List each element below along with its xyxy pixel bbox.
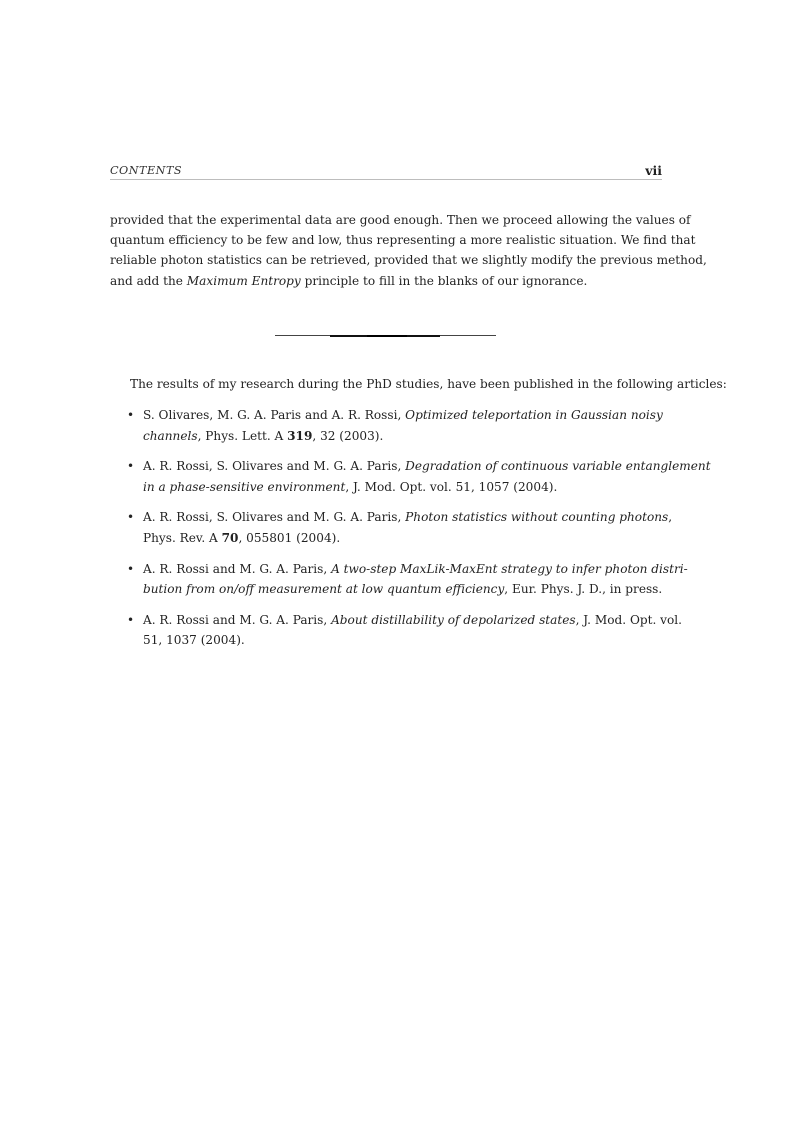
paragraph-line xyxy=(110,271,662,291)
bullet-icon: • xyxy=(127,561,135,576)
publication-item xyxy=(127,507,673,548)
publication-item xyxy=(127,456,711,497)
publication-text: , Phys. Lett. A xyxy=(197,428,288,443)
bullet-icon: • xyxy=(127,459,135,474)
paragraph-line xyxy=(110,210,691,230)
publication-text: , J. Mod. Opt. vol. 51, 1057 (2004). xyxy=(345,479,558,494)
publication-item xyxy=(127,405,662,446)
publication-text: , 32 (2003). xyxy=(312,428,384,443)
publication-line xyxy=(143,528,662,549)
publication-text: , J. Mod. Opt. vol. xyxy=(575,612,682,627)
paragraph-text: quantum efficiency to be few and low, thus representing a more realistic situation. We find that xyxy=(110,233,696,248)
publication-text: A. R. Rossi, S. Olivares and M. G. A. Paris, xyxy=(143,510,406,525)
publication-text: S. Olivares, M. G. A. Paris and A. R. Rossi, xyxy=(143,408,406,422)
publication-italic: Degradation of continuous variable entanglement xyxy=(405,459,711,474)
publication-italic: About distillability of depolarized states xyxy=(331,612,576,627)
publication-item xyxy=(127,610,682,651)
publication-line xyxy=(143,579,662,600)
publication-italic: in a phase-sensitive environment xyxy=(143,479,346,494)
publication-line xyxy=(143,426,662,447)
paragraph-text: provided that the experimental data are good enough. Then we proceed allowing the values of xyxy=(110,213,691,227)
publication-italic: bution from on/off measurement at low quantum efficiency xyxy=(143,582,505,597)
bullet-icon: • xyxy=(127,408,135,422)
publication-line xyxy=(143,630,662,651)
publication-italic: channels xyxy=(143,428,198,443)
publication-text: Phys. Rev. A xyxy=(143,530,222,545)
paragraph-line xyxy=(110,230,696,250)
paragraph-italic: Maximum Entropy xyxy=(186,273,301,288)
publication-italic: Photon statistics without counting photons xyxy=(405,510,669,525)
publication-text: , Eur. Phys. J. D., in press. xyxy=(504,582,663,597)
publication-line xyxy=(143,610,682,631)
paragraph-text: reliable photon statistics can be retrieved, provided that we slightly modify the previous method, xyxy=(110,253,707,268)
publication-text: , xyxy=(668,510,673,525)
publication-item xyxy=(127,559,688,600)
publication-line xyxy=(143,456,711,477)
publication-italic: Optimized teleportation in Gaussian noisy xyxy=(405,408,663,422)
paragraph-text: principle to fill in the blanks of our ignorance. xyxy=(300,273,588,288)
running-header xyxy=(110,163,662,180)
publication-text: 51, 1037 (2004). xyxy=(143,633,245,648)
publication-text: A. R. Rossi, S. Olivares and M. G. A. Paris, xyxy=(143,459,406,474)
publication-bold: 319 xyxy=(287,428,313,443)
running-header-title: CONTENTS xyxy=(110,164,183,177)
section-divider xyxy=(275,335,496,336)
publication-line xyxy=(143,405,662,426)
page-number: vii xyxy=(645,163,662,178)
bullet-icon: • xyxy=(127,510,135,525)
publication-line xyxy=(143,559,688,580)
paragraph-line xyxy=(110,250,707,270)
publication-text: A. R. Rossi and M. G. A. Paris, xyxy=(143,612,332,627)
publication-bold: 70 xyxy=(221,530,239,545)
publication-text: , 055801 (2004). xyxy=(238,530,341,545)
publication-line xyxy=(143,477,662,498)
publication-line xyxy=(143,507,673,528)
body-paragraph xyxy=(110,210,707,291)
paragraph-text: and add the xyxy=(110,273,187,288)
publication-text: A. R. Rossi and M. G. A. Paris, xyxy=(143,561,332,576)
publications-intro: The results of my research during the PhD studies, have been published in the following articles: xyxy=(130,377,727,391)
bullet-icon: • xyxy=(127,612,135,627)
publication-italic: A two-step MaxLik-MaxEnt strategy to infer photon distri- xyxy=(331,561,688,576)
publication-list xyxy=(127,405,711,661)
